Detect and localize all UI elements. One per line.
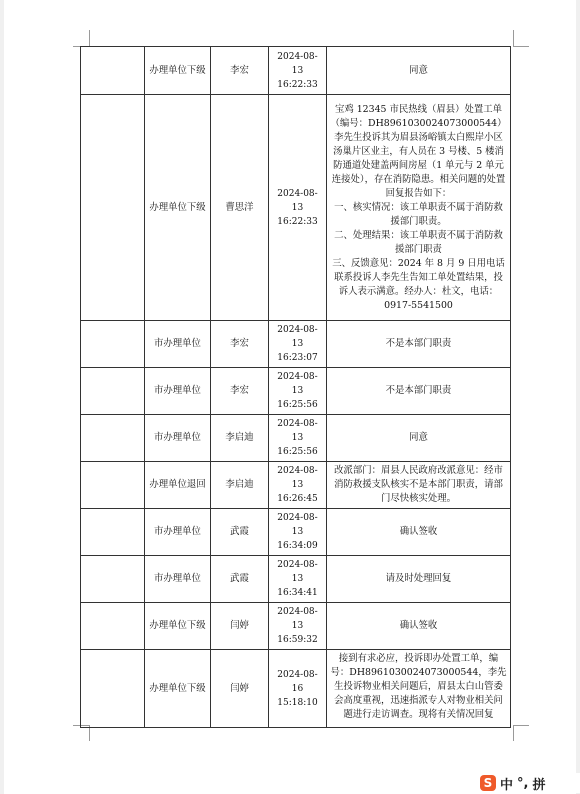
processing-log-table [80,46,511,728]
datetime-cell [269,368,327,415]
datetime-cell [269,556,327,603]
date-text: 2024-08-13 [277,51,318,76]
datetime-cell [269,462,327,509]
blank-cell [81,603,145,650]
time-text: 16:22:33 [277,79,318,90]
table-row [81,415,511,462]
ime-mode-toggle[interactable]: 中 [500,777,514,793]
content-text: 同意 [409,64,428,76]
dept-cell: 市办理单位 [145,556,211,603]
content-text: 请及时处理回复 [385,573,452,584]
date-text: 2024-08-13 [277,419,318,443]
content-cell [327,415,511,462]
datetime-cell [269,321,327,368]
content-text: 确认签收 [399,526,438,537]
blank-cell [81,462,145,509]
time-text: 16:34:41 [277,588,318,598]
content-text: 宝鸡 12345 市民热线（眉县）处置工单（编号：DH8961030024073000544）李先生投诉其为眉县汤峪镇太白熙岸小区汤巢片区业主，有人员在 3 号楼、5 楼消防通道处建盖两间房屋（1 单元与 2 单元连接处），存在消防隐患。相关问题的处置回复报告如下： 一、核实情况：该工单职责不属于消防救援部门职责。 二、处理结果：该工单职责不属于消防救援部门职责 三、反馈意见：2024 年 8 月 9 日用电话联系投诉人李先生告知工单处置结果，投诉人表示满意。经办人：杜文，电话：0917-5541500 [330,103,507,311]
content-cell [327,95,511,321]
blank-cell [81,556,145,603]
time-text: 16:25:56 [277,400,318,410]
datetime-cell [269,47,327,95]
table-row [81,95,511,321]
person-cell: 武霞 [211,509,269,556]
date-text: 2024-08-13 [277,513,318,537]
crop-mark [89,30,90,46]
content-text: 接到有求必应，投诉即办处置工单，编号：DH8961030024073000544，李先生投诉物业相关问题后，眉县太白山管委会高度重视，迅速指派专人对物业相关问题进行走访调查。现将有关情况回复 [330,653,507,720]
blank-cell [81,509,145,556]
person-cell: 李宏 [211,368,269,415]
date-text: 2024-08-13 [277,188,318,213]
content-text: 不是本部门职责 [385,338,452,349]
crop-mark [513,725,529,726]
blank-cell [81,321,145,368]
date-text: 2024-08-13 [277,607,318,631]
time-text: 16:25:56 [277,447,318,457]
ime-toolbar[interactable] [480,773,580,793]
dept-cell: 市办理单位 [145,415,211,462]
content-text: 同意 [409,432,428,443]
date-text: 2024-08-13 [277,466,318,490]
content-cell [327,650,511,728]
content-cell [327,556,511,603]
person-cell: 闫婷 [211,650,269,728]
content-cell [327,509,511,556]
date-text: 2024-08-16 [277,669,318,694]
ime-pinyin-label[interactable]: 拼 [532,777,546,793]
blank-cell [81,650,145,728]
content-cell [327,603,511,650]
content-text: 改派部门：眉县人民政府改派意见：经市消防救援支队核实不是本部门职责，请部门尽快核实处理。 [334,465,503,504]
table-row [81,509,511,556]
date-text: 2024-08-13 [277,325,318,349]
content-cell [327,368,511,415]
time-text: 16:59:32 [277,635,318,645]
content-cell [327,47,511,95]
datetime-cell [269,415,327,462]
dept-cell: 市办理单位 [145,368,211,415]
date-text: 2024-08-13 [277,372,318,396]
crop-mark [513,725,514,741]
person-cell: 李启迪 [211,462,269,509]
time-text: 15:18:10 [277,697,318,708]
blank-cell [81,368,145,415]
dept-cell: 办理单位退回 [145,462,211,509]
datetime-cell [269,95,327,321]
person-cell: 曹思洋 [211,95,269,321]
table-row [81,650,511,728]
time-text: 16:22:33 [277,216,318,227]
crop-mark [513,46,529,47]
crop-mark [513,30,514,46]
blank-cell [81,95,145,321]
time-text: 16:34:09 [277,541,318,551]
dept-cell: 办理单位下级 [145,47,211,95]
person-cell: 李启迪 [211,415,269,462]
person-cell: 李宏 [211,321,269,368]
dept-cell: 办理单位下级 [145,603,211,650]
date-text: 2024-08-13 [277,560,318,584]
content-cell [327,321,511,368]
blank-cell [81,415,145,462]
table-row [81,321,511,368]
table-row [81,47,511,95]
time-text: 16:26:45 [277,494,318,504]
sogou-logo-icon[interactable]: S [480,775,496,791]
table-row [81,556,511,603]
person-cell: 武霞 [211,556,269,603]
dept-cell: 办理单位下级 [145,650,211,728]
datetime-cell [269,650,327,728]
table-row [81,368,511,415]
person-cell: 李宏 [211,47,269,95]
content-cell [327,462,511,509]
table-row [81,603,511,650]
content-text: 确认签收 [399,620,438,631]
dept-cell: 市办理单位 [145,509,211,556]
dept-cell: 办理单位下级 [145,95,211,321]
table-row [81,462,511,509]
datetime-cell [269,603,327,650]
person-cell: 闫婷 [211,603,269,650]
content-text: 不是本部门职责 [385,385,452,396]
dept-cell: 市办理单位 [145,321,211,368]
time-text: 16:23:07 [277,353,318,363]
blank-cell [81,47,145,95]
datetime-cell [269,509,327,556]
ime-punct-toggle[interactable]: °, [517,775,529,791]
